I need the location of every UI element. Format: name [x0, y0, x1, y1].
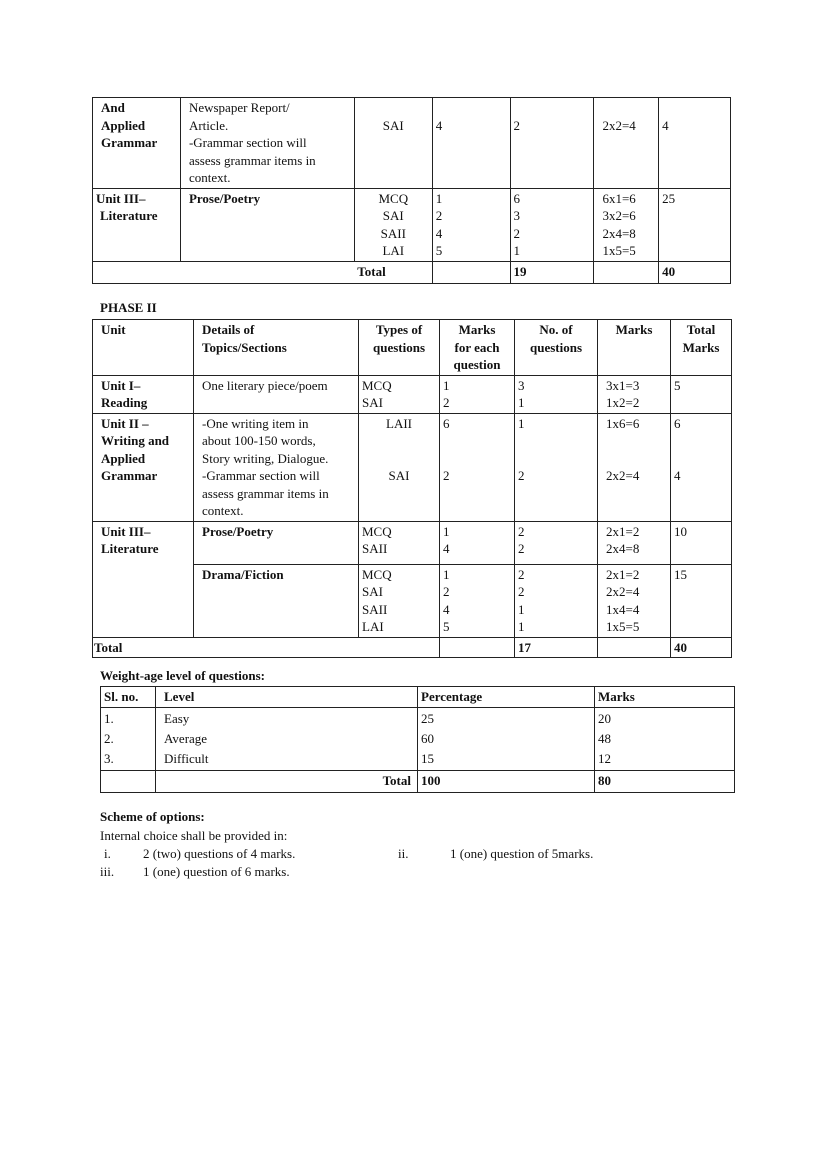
header-marks — [598, 320, 671, 376]
calc-value: 3x2=6 — [602, 208, 636, 223]
header-label: Total — [686, 322, 716, 337]
details-cell — [180, 188, 354, 261]
option-item-3 — [100, 864, 290, 880]
total-marks: 80 — [598, 773, 611, 788]
unit-label: Reading — [101, 395, 148, 410]
level-cell — [156, 708, 418, 771]
type-value: SAI — [362, 395, 383, 410]
option-text: 1 (one) question of 5marks. — [450, 846, 594, 861]
options-intro: Internal choice shall be provided in: — [100, 828, 288, 843]
option-text: 2 (two) questions of 4 marks. — [143, 846, 296, 861]
percentage-value: 25 — [421, 711, 434, 726]
details-line: assess grammar items in — [202, 485, 329, 501]
header-label: Details of — [202, 322, 255, 337]
percentage-value: 15 — [421, 751, 434, 766]
calc-value: 1x4=4 — [606, 601, 640, 617]
total-count-cell — [515, 637, 598, 658]
level-value: Easy — [164, 711, 190, 726]
marks-each-value: 4 — [435, 225, 443, 241]
total-count: 19 — [513, 263, 527, 279]
marks-each-value: 4 — [435, 118, 443, 133]
total-value: 6 — [674, 415, 681, 431]
total-label-cell — [93, 261, 433, 283]
type-cell — [354, 188, 432, 261]
total-cell — [671, 564, 732, 637]
calc-value: 1x2=2 — [606, 395, 640, 410]
type-value: SAI — [382, 118, 404, 133]
header-marks — [595, 687, 735, 708]
header-count — [515, 320, 598, 376]
marks-each-value: 2 — [443, 584, 450, 599]
calc-value: 2x2=4 — [602, 118, 636, 133]
calc-value: 2x2=4 — [606, 584, 640, 599]
total-count: 17 — [518, 639, 531, 655]
marks-value: 12 — [598, 751, 611, 766]
total-label: Total — [94, 639, 123, 655]
calc-value: 2x4=8 — [602, 225, 636, 241]
marks-value: 20 — [598, 711, 611, 726]
unit-label: Unit III– — [96, 190, 146, 206]
header-label: Level — [164, 689, 195, 704]
grand-total: 40 — [662, 263, 676, 279]
total-value: 10 — [674, 523, 687, 539]
count-value: 1 — [513, 243, 521, 258]
details-cell — [194, 413, 359, 521]
sl-value: 3. — [104, 751, 114, 766]
table-row — [93, 188, 731, 261]
details-line: about 100-150 words, — [202, 433, 316, 448]
sl-value: 2. — [104, 731, 114, 746]
marks-each-cell — [440, 564, 515, 637]
details-line: context. — [202, 503, 244, 518]
weightage-heading: Weight-age level of questions: — [100, 668, 266, 683]
type-value: MCQ — [362, 566, 392, 582]
table-phase-one-continued — [92, 97, 731, 284]
count-value: 1 — [518, 619, 525, 634]
header-level — [156, 687, 418, 708]
unit-label: Unit III– — [101, 523, 151, 539]
count-value: 2 — [518, 541, 525, 556]
calc-value: 1x5=5 — [602, 243, 636, 258]
details-line: Prose/Poetry — [202, 523, 274, 539]
calc-value: 6x1=6 — [602, 190, 636, 206]
count-value: 1 — [518, 395, 525, 410]
unit-cell — [93, 188, 181, 261]
details-line: context. — [188, 170, 231, 185]
header-label: questions — [372, 339, 426, 355]
count-value: 2 — [518, 468, 525, 483]
calc-value: 3x1=3 — [606, 377, 640, 393]
header-sl — [101, 687, 156, 708]
header-label: Marks — [458, 322, 496, 337]
total-count-cell — [510, 261, 594, 283]
marks-each-value: 4 — [443, 601, 450, 617]
type-value: MCQ — [378, 190, 409, 206]
unit-label: Literature — [101, 541, 159, 556]
details-line: Drama/Fiction — [202, 566, 284, 582]
unit-cell — [93, 413, 194, 521]
header-label: Marks — [615, 322, 653, 337]
options-heading: Scheme of options: — [100, 809, 205, 824]
header-row — [93, 320, 732, 376]
header-unit — [93, 320, 194, 376]
calc-value: 1x5=5 — [606, 619, 640, 634]
option-number: iii. — [100, 864, 115, 879]
type-value: LAII — [386, 415, 412, 431]
details-cell — [180, 98, 354, 189]
marks-each-value: 6 — [443, 415, 450, 431]
header-label: Sl. no. — [104, 689, 139, 704]
empty-cell — [101, 771, 156, 793]
table-row — [93, 375, 732, 413]
details-line: Prose/Poetry — [188, 190, 261, 206]
type-cell — [359, 521, 440, 564]
option-number: i. — [104, 846, 111, 861]
header-details — [194, 320, 359, 376]
calc-cell — [598, 413, 671, 521]
count-value: 2 — [513, 118, 521, 133]
marks-each-value: 1 — [443, 377, 450, 393]
total-percentage: 100 — [421, 773, 441, 788]
calc-cell — [598, 375, 671, 413]
type-value: MCQ — [362, 523, 392, 539]
unit-label: And — [101, 100, 125, 115]
type-cell — [359, 375, 440, 413]
type-value: SAII — [362, 601, 388, 617]
total-value: 4 — [662, 118, 669, 133]
count-cell — [510, 188, 594, 261]
type-cell — [359, 564, 440, 637]
option-item-1 — [104, 846, 295, 862]
marks-each-value: 1 — [443, 523, 450, 539]
count-cell — [510, 98, 594, 189]
percentage-cell — [418, 708, 595, 771]
details-line: -One writing item in — [202, 415, 309, 431]
marks-each-cell — [440, 521, 515, 564]
type-value: LAI — [362, 619, 384, 634]
count-value: 2 — [513, 225, 521, 241]
type-value: SAII — [362, 541, 388, 556]
total-cell — [659, 98, 731, 189]
total-value: 15 — [674, 566, 687, 582]
count-value: 2 — [518, 566, 525, 582]
marks-each-value: 5 — [443, 619, 450, 634]
calc-value: 1x6=6 — [606, 415, 640, 431]
calc-value: 2x1=2 — [606, 523, 640, 539]
header-label: Unit — [101, 322, 126, 337]
unit-label: Unit II – — [101, 415, 149, 431]
percentage-value: 60 — [421, 731, 434, 746]
marks-each-cell — [432, 188, 510, 261]
grand-total: 40 — [674, 639, 687, 655]
table-weightage — [100, 686, 735, 793]
marks-cell — [595, 708, 735, 771]
marks-each-value: 1 — [435, 190, 443, 206]
unit-label: Literature — [100, 208, 158, 223]
marks-each-value: 2 — [435, 208, 443, 223]
calc-cell — [594, 98, 659, 189]
total-marks-cell — [595, 771, 735, 793]
calc-cell — [598, 564, 671, 637]
count-cell — [515, 564, 598, 637]
level-value: Average — [164, 731, 208, 746]
total-percentage-cell — [418, 771, 595, 793]
total-label: Total — [357, 263, 386, 279]
unit-cell — [93, 98, 181, 189]
unit-label: Writing and — [101, 433, 170, 448]
type-cell — [354, 98, 432, 189]
unit-label: Grammar — [101, 468, 158, 483]
level-value: Difficult — [164, 751, 209, 766]
total-cell — [659, 188, 731, 261]
calc-value: 2x2=4 — [606, 468, 640, 483]
empty-cell — [440, 637, 515, 658]
type-value: SAI — [362, 584, 383, 599]
details-line: assess grammar items in — [188, 152, 316, 168]
header-label: questions — [529, 339, 583, 355]
calc-value: 2x4=8 — [606, 541, 640, 556]
count-value: 6 — [513, 190, 521, 206]
count-value: 1 — [518, 415, 525, 431]
count-cell — [515, 521, 598, 564]
type-value: MCQ — [362, 377, 392, 393]
table-row — [101, 708, 735, 771]
marks-each-value: 4 — [443, 541, 450, 556]
total-label-cell — [93, 637, 440, 658]
unit-label: Grammar — [101, 135, 158, 150]
total-value: 5 — [674, 377, 681, 393]
details-line: -Grammar section will — [188, 135, 307, 150]
sl-cell — [101, 708, 156, 771]
total-label-cell — [156, 771, 418, 793]
table-row — [93, 98, 731, 189]
type-value: LAI — [382, 243, 405, 258]
header-total — [671, 320, 732, 376]
marks-each-cell — [432, 98, 510, 189]
header-label: Percentage — [421, 689, 483, 704]
details-line: One literary piece/poem — [202, 377, 328, 393]
marks-each-value: 2 — [443, 395, 450, 410]
table-row — [93, 521, 732, 564]
option-item-2 — [398, 846, 593, 862]
total-cell — [671, 413, 732, 521]
details-cell — [194, 521, 359, 564]
calc-cell — [598, 521, 671, 564]
header-label: for each — [454, 339, 500, 355]
marks-each-value: 1 — [443, 566, 450, 582]
header-row — [101, 687, 735, 708]
grand-total-cell — [659, 261, 731, 283]
calc-value: 2x1=2 — [606, 566, 640, 582]
marks-each-value: 2 — [443, 468, 450, 483]
unit-label: Applied — [101, 117, 146, 133]
unit-label: Unit I– — [101, 377, 141, 393]
details-line: Newspaper Report/ — [188, 100, 290, 115]
header-label: Topics/Sections — [202, 339, 287, 355]
header-types — [359, 320, 440, 376]
total-label: Total — [382, 773, 411, 788]
option-number: ii. — [398, 846, 409, 861]
total-value: 25 — [662, 190, 676, 206]
table-row — [93, 413, 732, 521]
total-value: 4 — [674, 468, 681, 483]
type-value: SAI — [382, 208, 404, 223]
marks-value: 48 — [598, 731, 611, 746]
header-label: Marks — [682, 339, 720, 355]
total-row — [101, 771, 735, 793]
empty-cell — [598, 637, 671, 658]
details-line: -Grammar section will — [202, 468, 320, 483]
phase-two-heading: PHASE II — [100, 300, 157, 315]
header-percentage — [418, 687, 595, 708]
header-label: Types of — [375, 322, 423, 337]
type-value: SAII — [380, 225, 406, 241]
table-phase-two — [92, 319, 732, 658]
type-value: SAI — [388, 468, 410, 483]
sl-value: 1. — [104, 711, 114, 726]
marks-each-cell — [440, 413, 515, 521]
calc-cell — [594, 188, 659, 261]
count-cell — [515, 375, 598, 413]
header-label: Marks — [598, 689, 635, 704]
grand-total-cell — [671, 637, 732, 658]
unit-cell — [93, 375, 194, 413]
empty-cell — [594, 261, 659, 283]
total-row — [93, 261, 731, 283]
total-cell — [671, 375, 732, 413]
unit-cell — [93, 521, 194, 637]
details-cell — [194, 375, 359, 413]
header-label: question — [453, 357, 501, 372]
count-value: 1 — [518, 601, 525, 617]
count-value: 3 — [518, 377, 525, 393]
details-line: Story writing, Dialogue. — [202, 450, 329, 466]
option-text: 1 (one) question of 6 marks. — [143, 864, 290, 879]
marks-each-value: 5 — [435, 243, 443, 258]
details-line: Article. — [188, 117, 229, 133]
total-row — [93, 637, 732, 658]
header-marks-each — [440, 320, 515, 376]
count-value: 2 — [518, 523, 525, 539]
details-cell — [194, 564, 359, 637]
empty-cell — [432, 261, 510, 283]
count-value: 3 — [513, 208, 521, 223]
marks-each-cell — [440, 375, 515, 413]
count-cell — [515, 413, 598, 521]
total-cell — [671, 521, 732, 564]
count-value: 2 — [518, 584, 525, 599]
type-cell — [359, 413, 440, 521]
header-label: No. of — [539, 322, 573, 337]
unit-label: Applied — [101, 450, 146, 466]
